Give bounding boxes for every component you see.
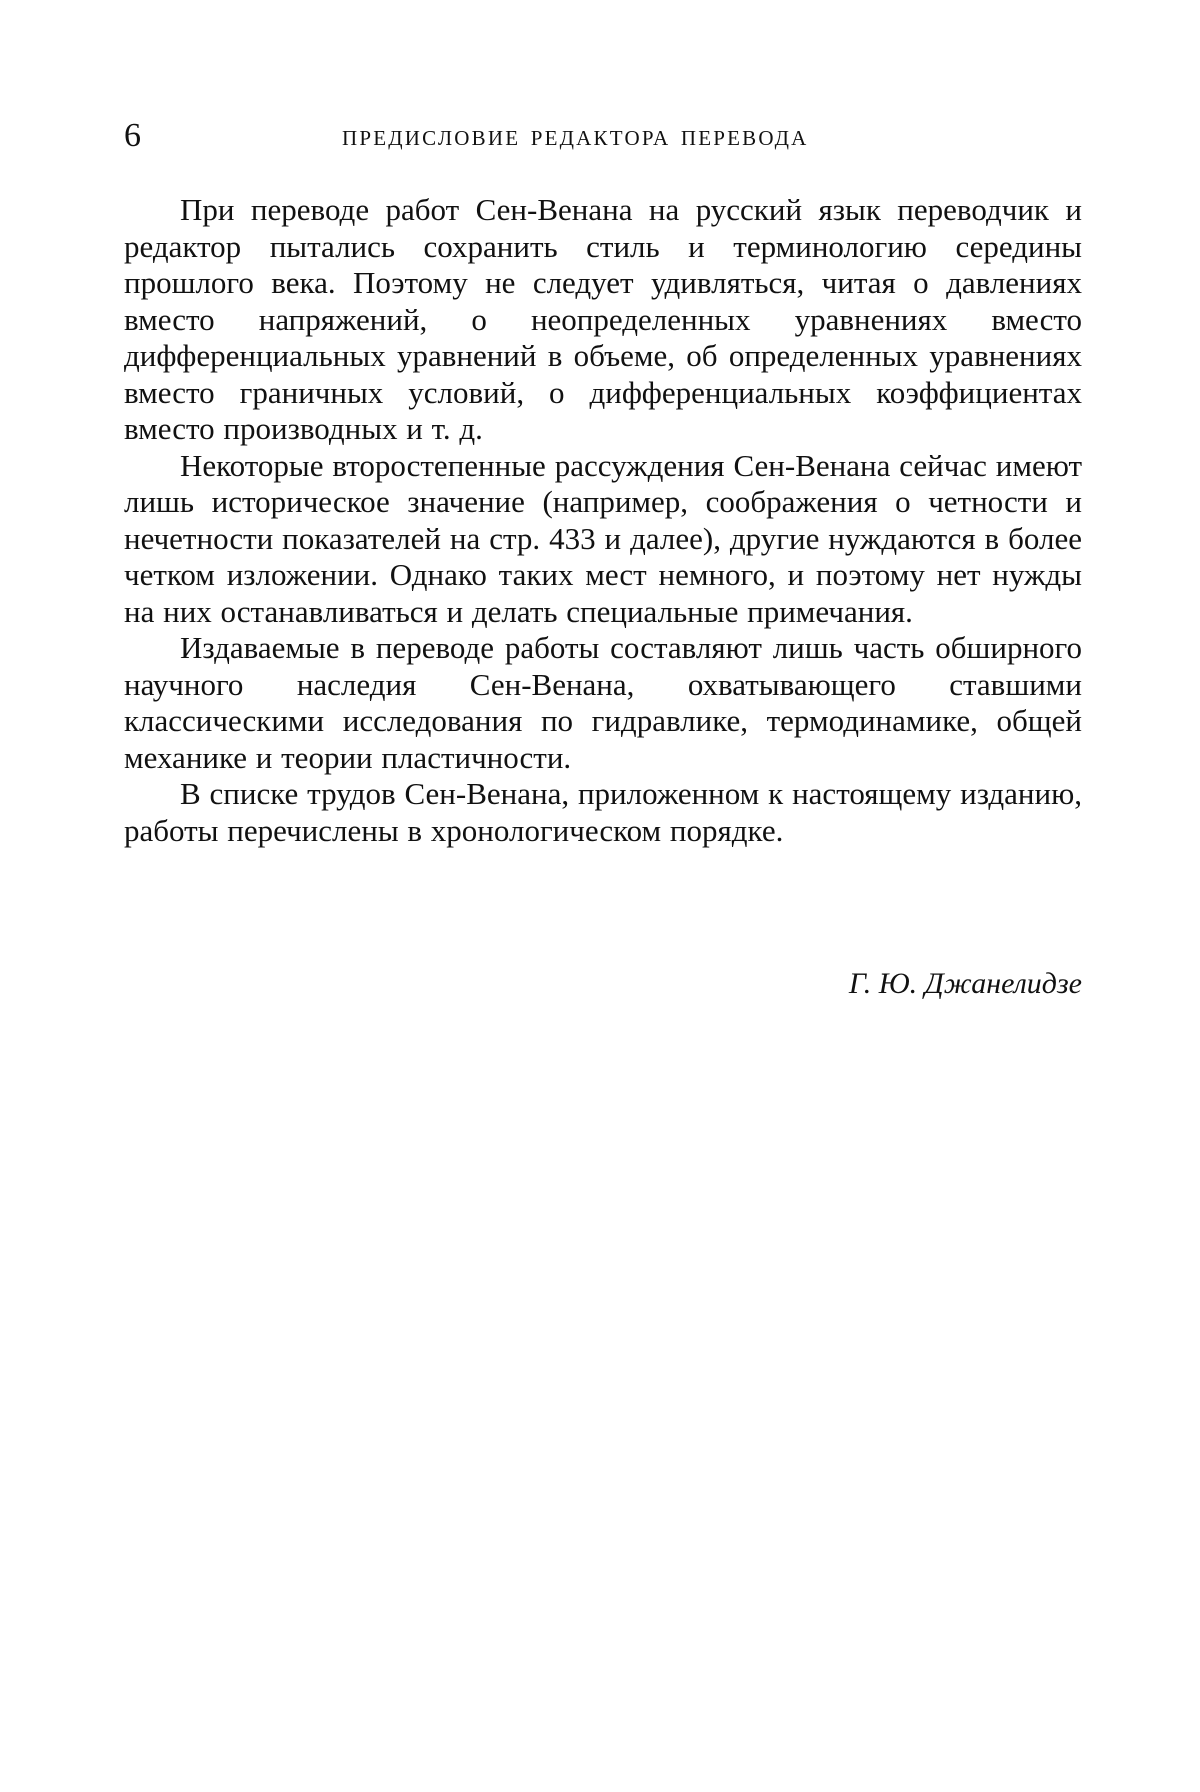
running-head-title: ПРЕДИСЛОВИЕ РЕДАКТОРА ПЕРЕВОДА (342, 126, 809, 150)
editor-signature: Г. Ю. Джанелидзе (848, 967, 1082, 1000)
paragraph-works-list: В списке трудов Сен-Венана, приложенном к настоящему изданию, работы перечислены в хронологическом порядке. (124, 776, 1082, 848)
paragraph-scientific-legacy: Издаваемые в переводе работы составляют лишь часть обширного научного наследия Сен-Венана, охватывающего ставшими классическими исследования по гидравлике, термодинамике, общей механике и теории пластичности. (124, 630, 1082, 775)
paragraph-translation-style: При переводе работ Сен-Венана на русский язык переводчик и редактор пытались сохранить стиль и терминологию середины прошлого века. Поэтому не следует удивляться, читая о давлениях вместо напряжений, о неопределенных уравнениях вместо дифференциальных уравнений в объеме, об определенных уравнениях вместо граничных условий, о дифференциальных коэффициентах вместо производных и т. д. (124, 192, 1082, 446)
body-text (124, 192, 1082, 849)
page-number: 6 (124, 117, 141, 154)
paragraph-secondary-arguments: Некоторые второстепенные рассуждения Сен-Венана сейчас имеют лишь историческое значение (например, соображения о четности и нечетности показателей на стр. 433 и далее), другие нуждаются в более четком изложении. Однако таких мест немного, и поэтому нет нужды на них останавливаться и делать специальные примечания. (124, 447, 1082, 629)
running-head (124, 116, 1084, 156)
